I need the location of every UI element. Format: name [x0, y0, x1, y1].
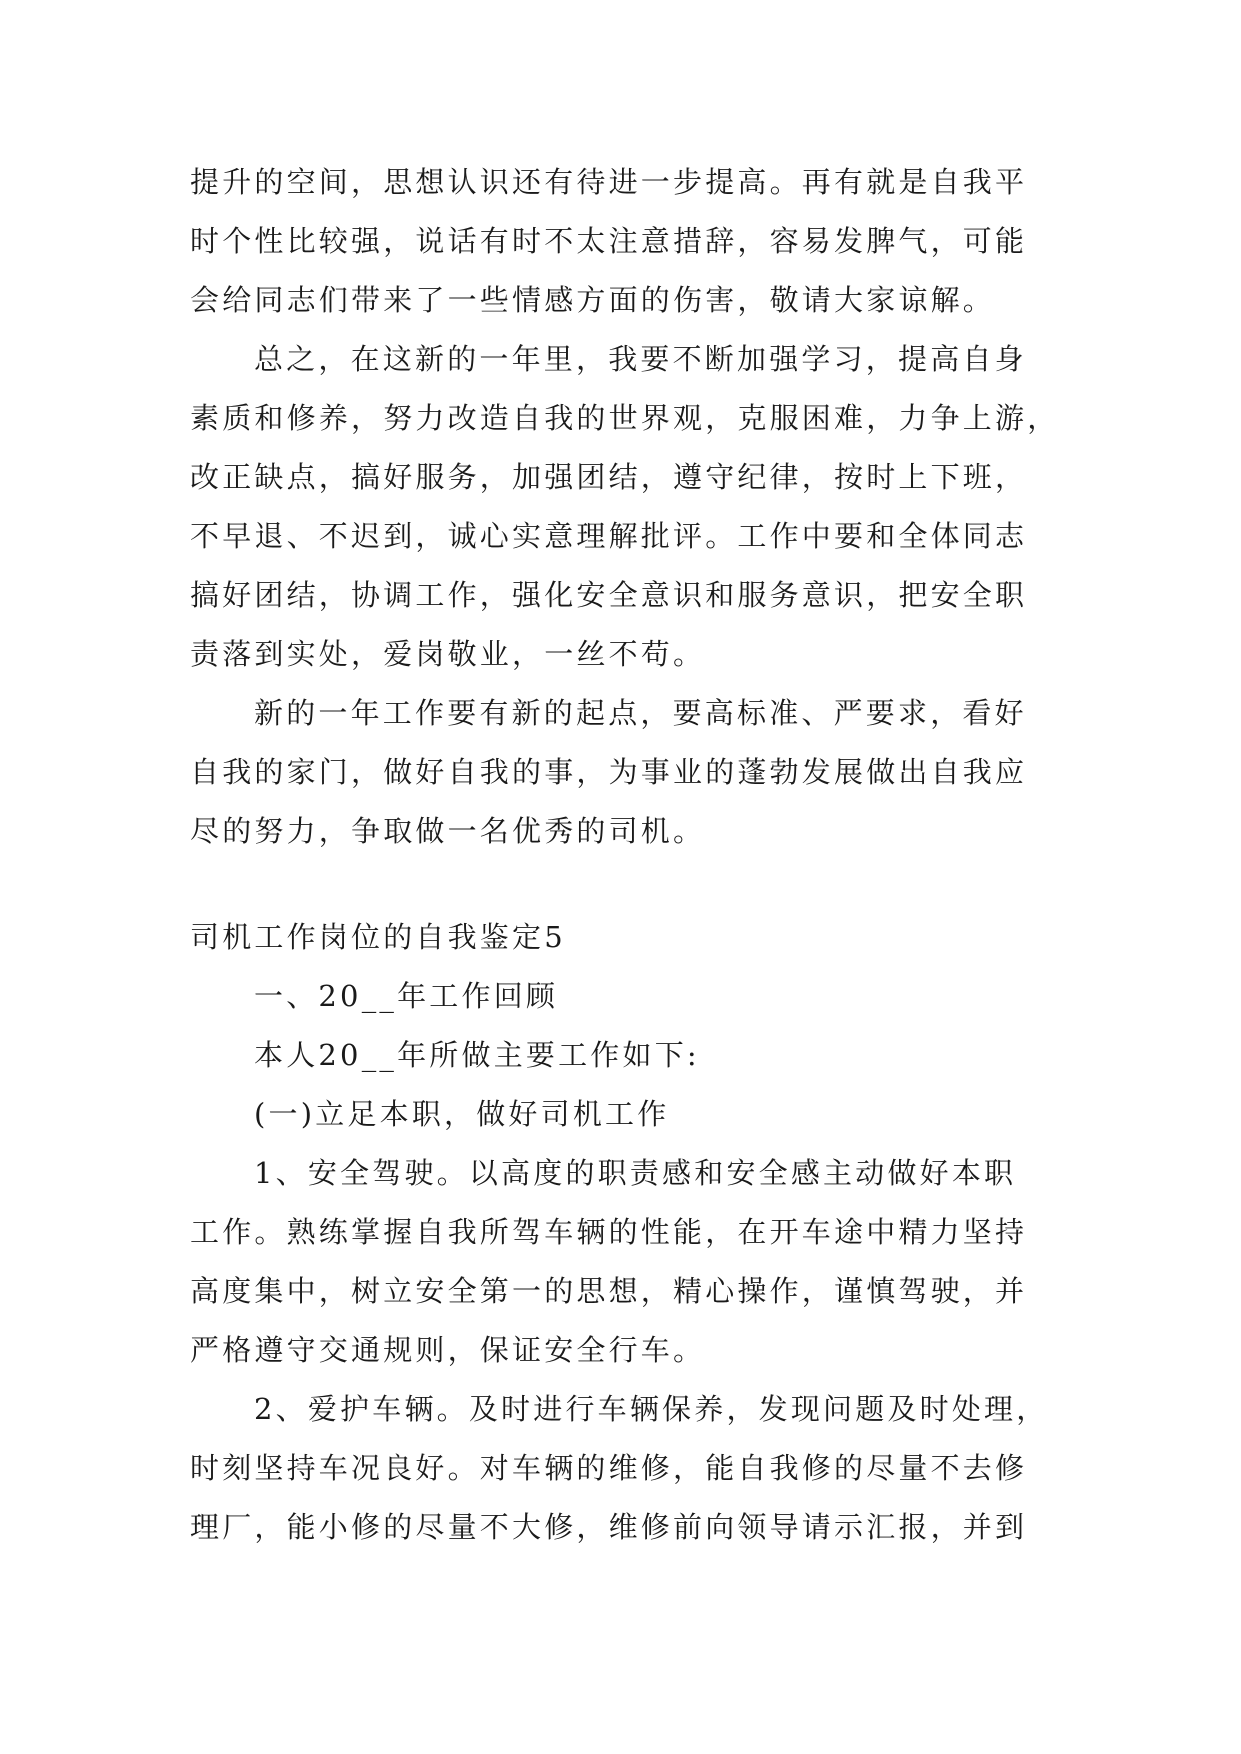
text-line: 理厂，能小修的尽量不大修，维修前向领导请示汇报，并到: [190, 1510, 1028, 1544]
section-heading: 司机工作岗位的自我鉴定5: [190, 920, 566, 954]
text-line: 本人20__年所做主要工作如下:: [254, 1038, 700, 1072]
text-line: 一、20__年工作回顾: [254, 979, 559, 1013]
text-line: 会给同志们带来了一些情感方面的伤害，敬请大家谅解。: [190, 283, 996, 317]
body-text-block-1: [190, 153, 1060, 861]
text-line: 素质和修养，努力改造自我的世界观，克服困难，力争上游，: [190, 401, 1060, 435]
text-line: 搞好团结，协调工作，强化安全意识和服务意识，把安全职: [190, 578, 1028, 612]
text-line: 尽的努力，争取做一名优秀的司机。: [190, 814, 706, 848]
text-line: 提升的空间，思想认识还有待进一步提高。再有就是自我平: [190, 165, 1028, 199]
text-line: 责落到实处，爱岗敬业，一丝不苟。: [190, 637, 706, 671]
text-line: 1、安全驾驶。以高度的职责感和安全感主动做好本职: [254, 1156, 1017, 1190]
text-line: 时刻坚持车况良好。对车辆的维修，能自我修的尽量不去修: [190, 1451, 1028, 1485]
text-line: 新的一年工作要有新的起点，要高标准、严要求，看好: [254, 696, 1027, 730]
text-line: 总之，在这新的一年里，我要不断加强学习，提高自身: [254, 342, 1027, 376]
text-line: 工作。熟练掌握自我所驾车辆的性能，在开车途中精力坚持: [190, 1215, 1028, 1249]
text-line: 不早退、不迟到，诚心实意理解批评。工作中要和全体同志: [190, 519, 1028, 553]
text-line: (一)立足本职，做好司机工作: [254, 1097, 670, 1131]
text-line: 严格遵守交通规则，保证安全行车。: [190, 1333, 706, 1367]
text-line: 时个性比较强，说话有时不太注意措辞，容易发脾气，可能: [190, 224, 1028, 258]
text-line: 改正缺点，搞好服务，加强团结，遵守纪律，按时上下班，: [190, 460, 1028, 494]
body-text-block-2: [190, 967, 1060, 1557]
text-line: 2、爱护车辆。及时进行车辆保养，发现问题及时处理，: [254, 1392, 1049, 1426]
text-line: 自我的家门，做好自我的事，为事业的蓬勃发展做出自我应: [190, 755, 1028, 789]
text-line: 高度集中，树立安全第一的思想，精心操作，谨慎驾驶，并: [190, 1274, 1028, 1308]
